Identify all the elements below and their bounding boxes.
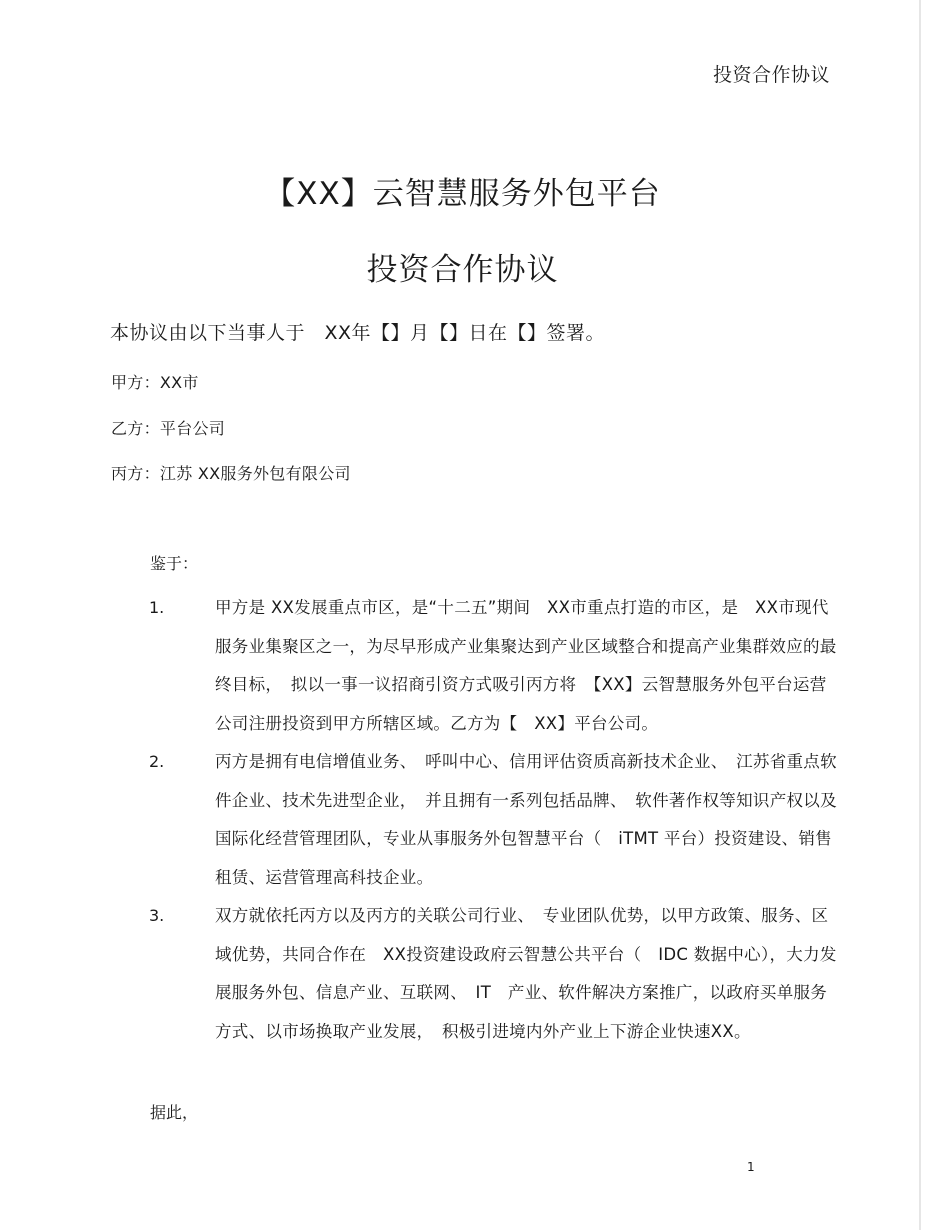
clause-text: 丙方是拥有电信增值业务、 呼叫中心、信用评估资质高新技术企业、 江苏省重点软件企业、技术先进型企业， 并且拥有一系列包括品牌、 软件著作权等知识产权以及国际化经营管理团队，专业从事服务外包智慧平台（ iTMT 平台）投资建设、销售租赁、运营管理高科技企业。 xyxy=(215,752,837,887)
clause-number: 2. xyxy=(149,752,165,771)
clause-number: 3. xyxy=(149,906,165,925)
whereas-heading: 鉴于： xyxy=(150,554,199,573)
document-subtitle: 投资合作协议 xyxy=(366,252,559,288)
clause-text: 甲方是 XX发展重点市区，是“十二五”期间 XX市重点打造的市区，是 XX市现代服务业集聚区之一，为尽早形成产业集聚达到产业区域整合和提高产业集群效应的最终目标， 拟以一事一议招商引资方式吸引丙方将 【XX】云智慧服务外包平台运营公司注册投资到甲方所辖区域。乙方为【 XX】平台公司。 xyxy=(215,598,837,733)
party-b: 乙方：平台公司 xyxy=(111,419,226,438)
intro-sentence: 本协议由以下当事人于 XX年【】月【】日在【】签署。 xyxy=(110,322,606,344)
clause-text: 双方就依托丙方以及丙方的关联公司行业、 专业团队优势，以甲方政策、服务、区域优势，共同合作在 XX投资建设政府云智慧公共平台（ IDC 数据中心），大力发展服务外包、信息产业、互联网、 IT 产业、软件解决方案推广，以政府买单服务方式、以市场换取产业发展， 积极引进境内外产业上下游企业快速XX。 xyxy=(215,906,837,1041)
clause-number: 1. xyxy=(149,598,165,617)
closing-phrase: 据此， xyxy=(150,1103,199,1122)
document-title: 【XX】云智慧服务外包平台 xyxy=(264,176,661,212)
running-header: 投资合作协议 xyxy=(712,64,830,86)
party-c: 丙方：江苏 XX服务外包有限公司 xyxy=(111,464,351,483)
page-number: 1 xyxy=(747,1160,755,1174)
party-a: 甲方：XX市 xyxy=(111,373,199,392)
